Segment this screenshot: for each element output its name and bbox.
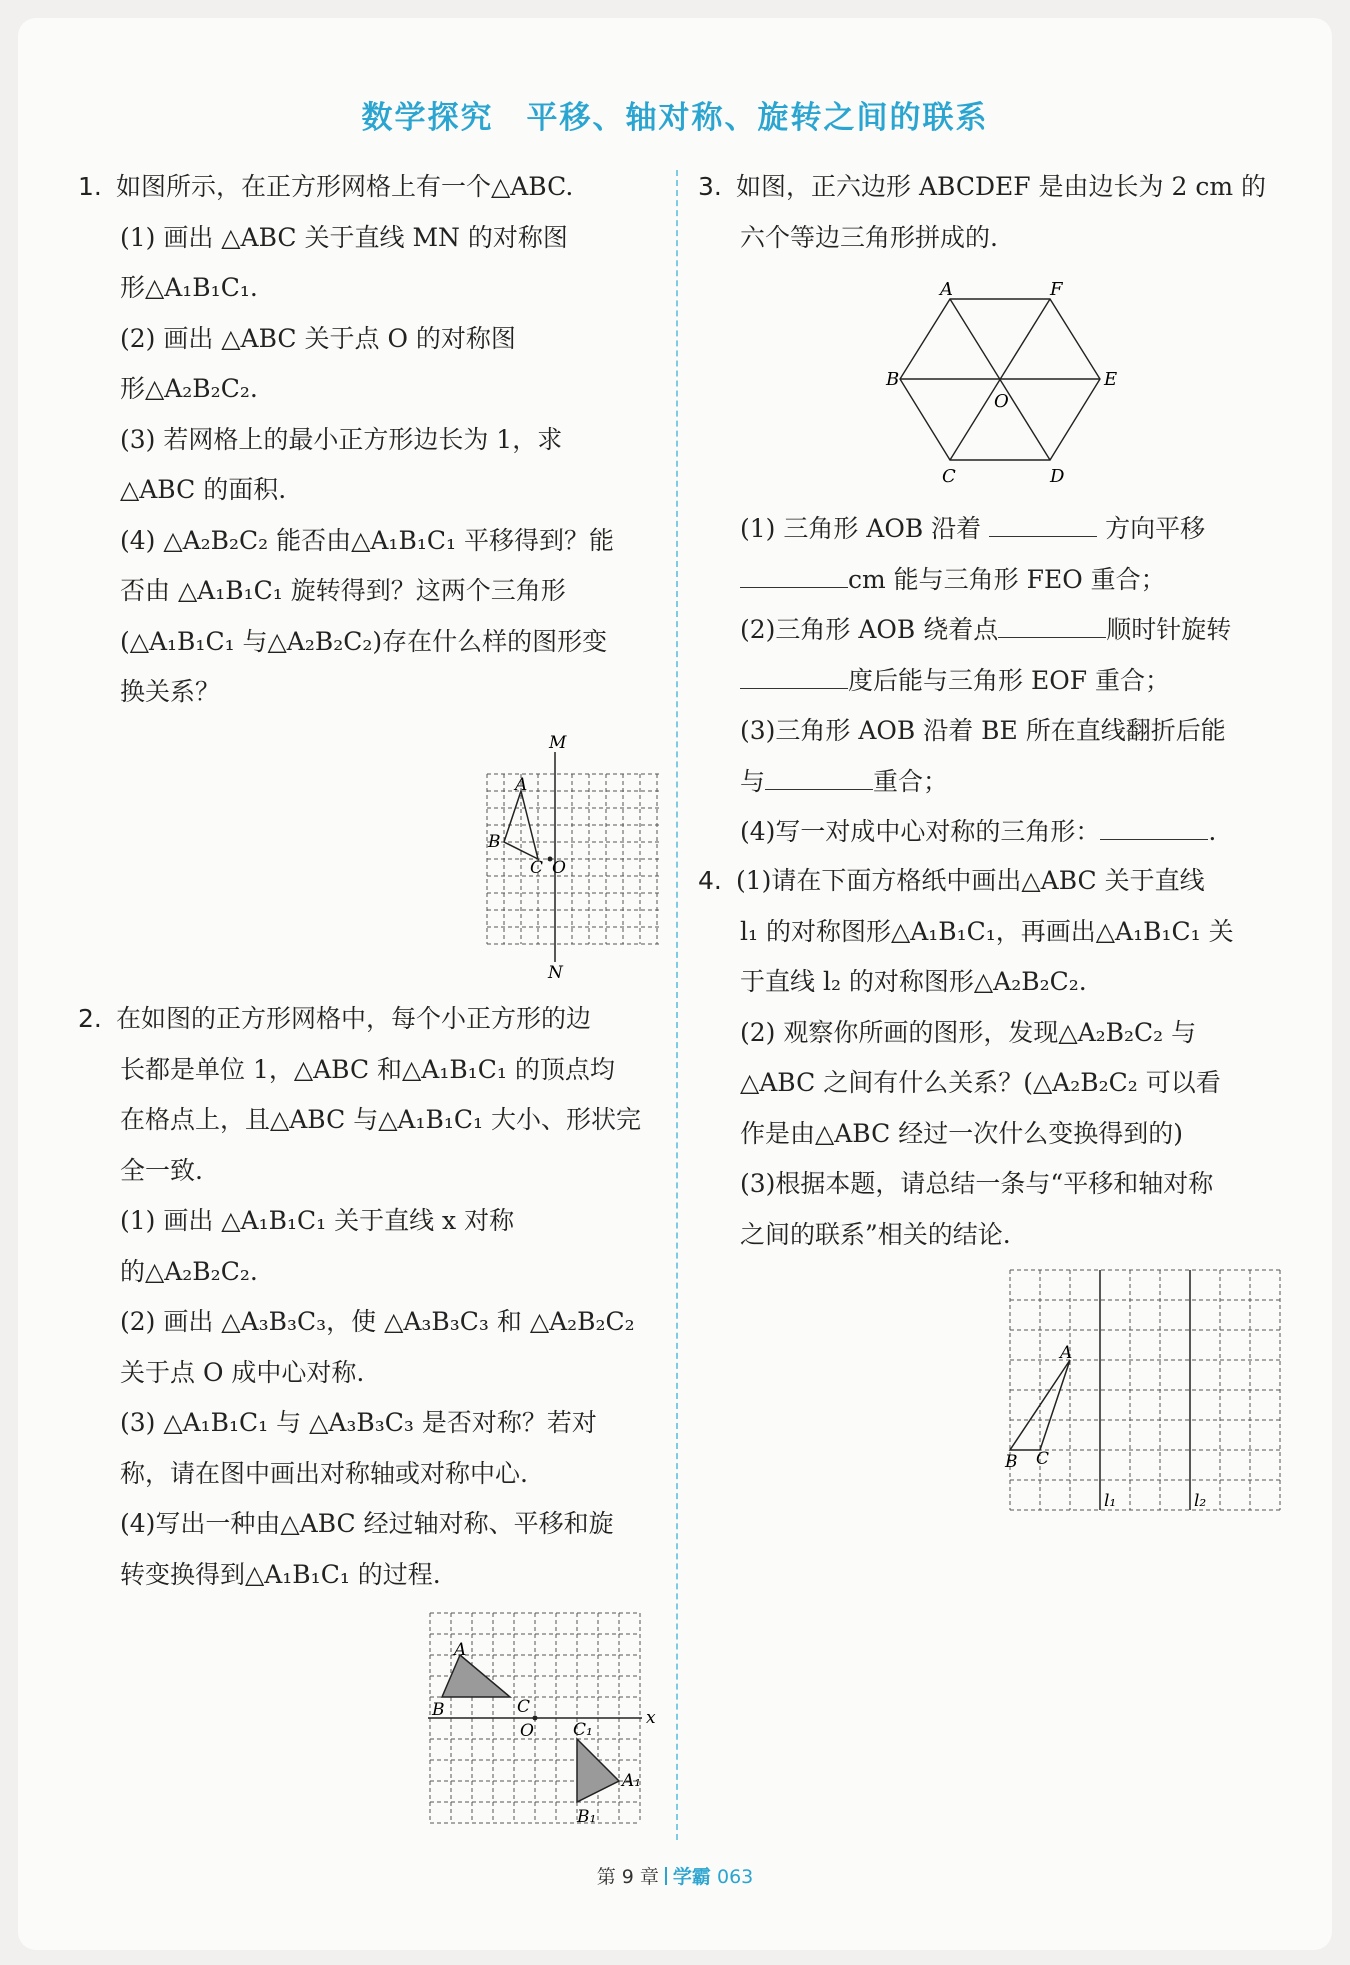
point-o [533,1716,538,1721]
label-c: C [530,858,544,878]
label-b: B [1005,1452,1018,1472]
q2-line: (4)写出一种由△ABC 经过轴对称、平移和旋 [120,1509,614,1538]
label-a: A [940,279,953,300]
answer-blank[interactable] [989,514,1097,537]
q1-line: 否由 △A₁B₁C₁ 旋转得到？这两个三角形 [120,576,566,605]
q3-hexagon-figure [886,275,1130,490]
label-a: A [454,1640,467,1660]
label-l1: l₁ [1104,1491,1117,1511]
q4-line: 之间的联系”相关的结论. [740,1219,1011,1249]
q3-s4-text: (4)写一对成中心对称的三角形： [740,817,1101,846]
q1-line: 如图所示，在正方形网格上有一个△ABC. [116,172,574,201]
q4-line: (1)请在下面方格纸中画出△ABC 关于直线 [736,866,1205,895]
q3-s1-text: 方向平移 [1105,514,1206,543]
q4-line: △ABC 之间有什么关系？(△A₂B₂C₂ 可以看 [740,1068,1221,1097]
q1-line: 形△A₂B₂C₂. [120,374,258,403]
question-number: 4. [698,866,722,895]
label-b1: B₁ [577,1807,597,1827]
q3-line: 如图，正六边形 ABCDEF 是由边长为 2 cm 的 [736,172,1267,201]
q2-grid-figure [420,1608,670,1848]
q3-s2-text: 顺时针旋转 [1106,615,1232,644]
label-c: C [517,1697,531,1717]
question-number: 2. [78,1004,102,1033]
q3-s3-text: 与 [740,766,766,796]
q2-line: (3) △A₁B₁C₁ 与 △A₃B₃C₃ 是否对称？若对 [120,1408,597,1437]
question-3 [698,162,1288,263]
label-b: B [886,369,900,390]
label-a1: A₁ [622,1771,642,1791]
label-o: O [552,858,566,878]
q3-line: 六个等边三角形拼成的. [740,222,998,252]
q2-line: 关于点 O 成中心对称. [120,1357,365,1387]
answer-blank[interactable] [740,666,848,689]
q2-line: 的△A₂B₂C₂. [120,1256,258,1286]
q4-grid-figure [1005,1262,1290,1537]
label-m: M [549,733,567,753]
footer-separator [665,1867,667,1885]
q1-line: △ABC 的面积. [120,475,287,504]
question-2 [78,994,668,1600]
q1-line: 形△A₁B₁C₁. [120,273,258,302]
page-number: 063 [716,1866,754,1888]
q2-line: 转变换得到△A₁B₁C₁ 的过程. [120,1559,441,1589]
question-4 [698,856,1288,1260]
q2-line: (1) 画出 △A₁B₁C₁ 关于直线 x 对称 [120,1206,515,1235]
question-number: 3. [698,172,722,201]
triangle-abc [1010,1360,1070,1450]
q3-s3-text: 重合； [873,766,949,796]
page-title: 数学探究 平移、轴对称、旋转之间的联系 [361,100,989,136]
label-c1: C₁ [573,1720,593,1740]
question-1 [78,162,668,718]
label-o: O [520,1721,534,1741]
q1-line: (3) 若网格上的最小正方形边长为 1，求 [120,424,563,454]
label-b: B [488,832,501,852]
q3-s2-text: (2)三角形 AOB 绕着点 [740,615,999,644]
q2-line: 称，请在图中画出对称轴或对称中心. [120,1458,528,1488]
q2-line: (2) 画出 △A₃B₃C₃，使 △A₃B₃C₃ 和 △A₂B₂C₂ [120,1307,635,1336]
q4-line: 作是由△ABC 经过一次什么变换得到的) [740,1118,1183,1148]
q4-line: l₁ 的对称图形△A₁B₁C₁，再画出△A₁B₁C₁ 关 [740,916,1234,946]
label-d: D [1050,466,1065,487]
q3-s3-text: (3)三角形 AOB 沿着 BE 所在直线翻折后能 [740,716,1226,745]
answer-blank[interactable] [1100,817,1208,840]
label-c: C [1036,1449,1050,1469]
label-o: O [994,391,1009,412]
q3-s4-text: . [1208,817,1217,846]
page-footer [0,1862,1350,1889]
q1-line: (△A₁B₁C₁ 与△A₂B₂C₂)存在什么样的图形变 [120,626,608,656]
q4-line: (2) 观察你所画的图形，发现△A₂B₂C₂ 与 [740,1017,1197,1047]
label-x: x [646,1708,656,1728]
q1-line: (2) 画出 △ABC 关于点 O 的对称图 [120,323,516,353]
q1-line: (4) △A₂B₂C₂ 能否由△A₁B₁C₁ 平移得到？能 [120,525,614,555]
column-divider [676,170,678,1840]
label-f: F [1050,279,1063,300]
q4-line: 于直线 l₂ 的对称图形△A₂B₂C₂. [740,967,1087,996]
q2-line: 长都是单位 1，△ABC 和△A₁B₁C₁ 的顶点均 [120,1054,615,1084]
q3-s1-text: cm 能与三角形 FEO 重合； [848,564,1166,594]
answer-blank[interactable] [765,767,873,790]
q3-s2-text: 度后能与三角形 EOF 重合； [848,665,1170,695]
label-b: B [432,1700,445,1720]
label-c: C [942,466,956,487]
question-number: 1. [78,172,102,201]
q2-line: 全一致. [120,1155,203,1185]
label-n: N [548,963,563,983]
label-l2: l₂ [1194,1491,1207,1511]
q2-line: 在格点上，且△ABC 与△A₁B₁C₁ 大小、形状完 [120,1105,641,1134]
q1-line: (1) 画出 △ABC 关于直线 MN 的对称图 [120,222,568,252]
q1-line: 换关系？ [120,677,221,706]
brand-label: 学霸 [672,1866,711,1888]
label-e: E [1104,369,1118,390]
answer-blank[interactable] [740,565,848,588]
label-a: A [515,775,528,795]
q1-grid-figure [480,730,670,983]
q3-s1-text: (1) 三角形 AOB 沿着 [740,514,982,543]
q3-subquestions [698,504,1288,858]
label-a: A [1060,1343,1073,1363]
chapter-label: 第 9 章 [596,1866,659,1888]
q4-line: (3)根据本题，请总结一条与“平移和轴对称 [740,1169,1214,1198]
q2-line: 在如图的正方形网格中，每个小正方形的边 [116,1004,592,1033]
answer-blank[interactable] [998,615,1106,638]
triangle-abc [442,1655,510,1697]
